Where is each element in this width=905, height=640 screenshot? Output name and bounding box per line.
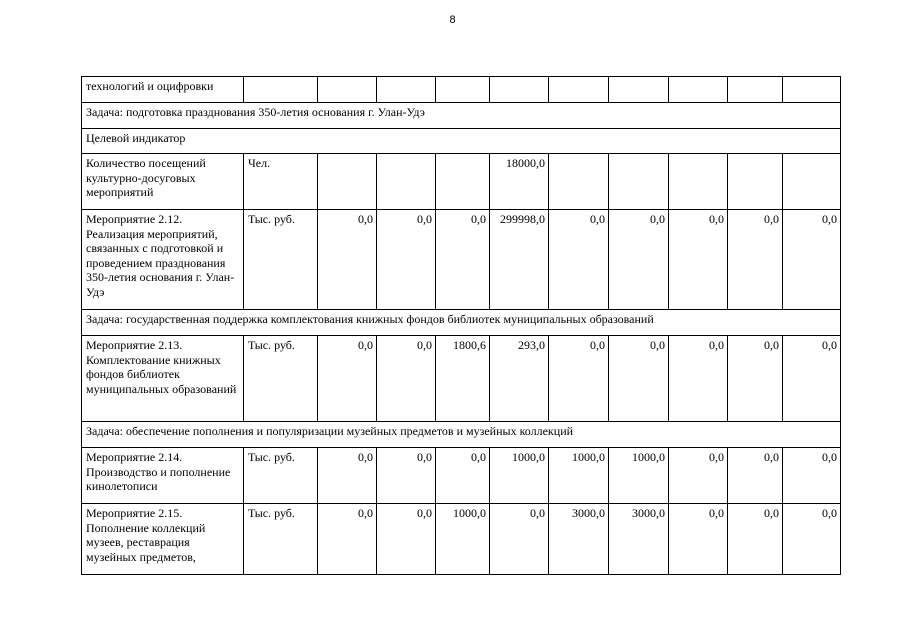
value-cell: 3000,0 xyxy=(609,504,669,575)
value-cell: 18000,0 xyxy=(490,154,549,210)
table-row xyxy=(82,103,841,129)
indicator-heading: Целевой индикатор xyxy=(82,129,841,154)
value-cell: 1000,0 xyxy=(549,448,609,504)
table-row xyxy=(82,129,841,154)
value-cell: 0,0 xyxy=(377,448,436,504)
value-cell: 0,0 xyxy=(783,336,841,422)
value-cell xyxy=(609,77,669,103)
value-cell: 299998,0 xyxy=(490,210,549,310)
row-name: Мероприятие 2.14. Производство и пополнение кинолетописи xyxy=(82,448,244,504)
table-row xyxy=(82,154,841,210)
value-cell: 0,0 xyxy=(728,504,783,575)
value-cell xyxy=(783,77,841,103)
value-cell xyxy=(728,77,783,103)
row-unit: Чел. xyxy=(244,154,318,210)
table-row xyxy=(82,336,841,422)
task-heading: Задача: подготовка празднования 350-летия основания г. Улан-Удэ xyxy=(82,103,841,129)
value-cell: 0,0 xyxy=(377,210,436,310)
value-cell xyxy=(377,154,436,210)
value-cell xyxy=(377,77,436,103)
value-cell: 0,0 xyxy=(669,210,728,310)
value-cell xyxy=(669,154,728,210)
value-cell xyxy=(318,77,377,103)
value-cell: 0,0 xyxy=(318,336,377,422)
row-unit: Тыс. руб. xyxy=(244,210,318,310)
value-cell: 1800,6 xyxy=(436,336,490,422)
table-row xyxy=(82,77,841,103)
row-name: технологий и оцифровки xyxy=(82,77,244,103)
task-heading: Задача: государственная поддержка комплектования книжных фондов библиотек муниципальных образований xyxy=(82,310,841,336)
table-row xyxy=(82,210,841,310)
value-cell xyxy=(728,154,783,210)
value-cell: 0,0 xyxy=(490,504,549,575)
value-cell: 0,0 xyxy=(669,336,728,422)
value-cell: 1000,0 xyxy=(609,448,669,504)
row-unit: Тыс. руб. xyxy=(244,336,318,422)
value-cell: 0,0 xyxy=(377,504,436,575)
value-cell xyxy=(549,77,609,103)
row-unit: Тыс. руб. xyxy=(244,448,318,504)
value-cell: 0,0 xyxy=(728,336,783,422)
value-cell xyxy=(490,77,549,103)
value-cell: 0,0 xyxy=(728,210,783,310)
row-unit xyxy=(244,77,318,103)
value-cell: 0,0 xyxy=(783,448,841,504)
page-number: 8 xyxy=(449,14,456,26)
value-cell xyxy=(549,154,609,210)
value-cell: 293,0 xyxy=(490,336,549,422)
program-table xyxy=(81,76,841,575)
table-row xyxy=(82,422,841,448)
value-cell: 0,0 xyxy=(436,210,490,310)
table-row xyxy=(82,310,841,336)
value-cell xyxy=(669,77,728,103)
row-name: Количество посещений культурно-досуговых мероприятий xyxy=(82,154,244,210)
row-name: Мероприятие 2.13. Комплектование книжных фондов библиотек муниципальных образований xyxy=(82,336,244,422)
value-cell xyxy=(436,154,490,210)
value-cell: 0,0 xyxy=(318,504,377,575)
value-cell: 1000,0 xyxy=(490,448,549,504)
value-cell: 0,0 xyxy=(436,448,490,504)
value-cell xyxy=(783,154,841,210)
value-cell: 0,0 xyxy=(318,448,377,504)
value-cell: 0,0 xyxy=(609,210,669,310)
value-cell: 0,0 xyxy=(549,336,609,422)
value-cell: 1000,0 xyxy=(436,504,490,575)
value-cell: 0,0 xyxy=(728,448,783,504)
value-cell: 0,0 xyxy=(609,336,669,422)
value-cell: 0,0 xyxy=(783,504,841,575)
value-cell: 0,0 xyxy=(318,210,377,310)
value-cell: 3000,0 xyxy=(549,504,609,575)
row-name: Мероприятие 2.15. Пополнение коллекций музеев, реставрация музейных предметов, xyxy=(82,504,244,575)
table-row xyxy=(82,504,841,575)
table-row xyxy=(82,448,841,504)
value-cell xyxy=(436,77,490,103)
value-cell xyxy=(609,154,669,210)
row-unit: Тыс. руб. xyxy=(244,504,318,575)
value-cell: 0,0 xyxy=(669,448,728,504)
row-name: Мероприятие 2.12. Реализация мероприятий, связанных с подготовкой и проведением празднования 350-летия основания г. Улан-Удэ xyxy=(82,210,244,310)
task-heading: Задача: обеспечение пополнения и популяризации музейных предметов и музейных коллекций xyxy=(82,422,841,448)
value-cell: 0,0 xyxy=(669,504,728,575)
value-cell: 0,0 xyxy=(377,336,436,422)
value-cell: 0,0 xyxy=(783,210,841,310)
value-cell: 0,0 xyxy=(549,210,609,310)
value-cell xyxy=(318,154,377,210)
